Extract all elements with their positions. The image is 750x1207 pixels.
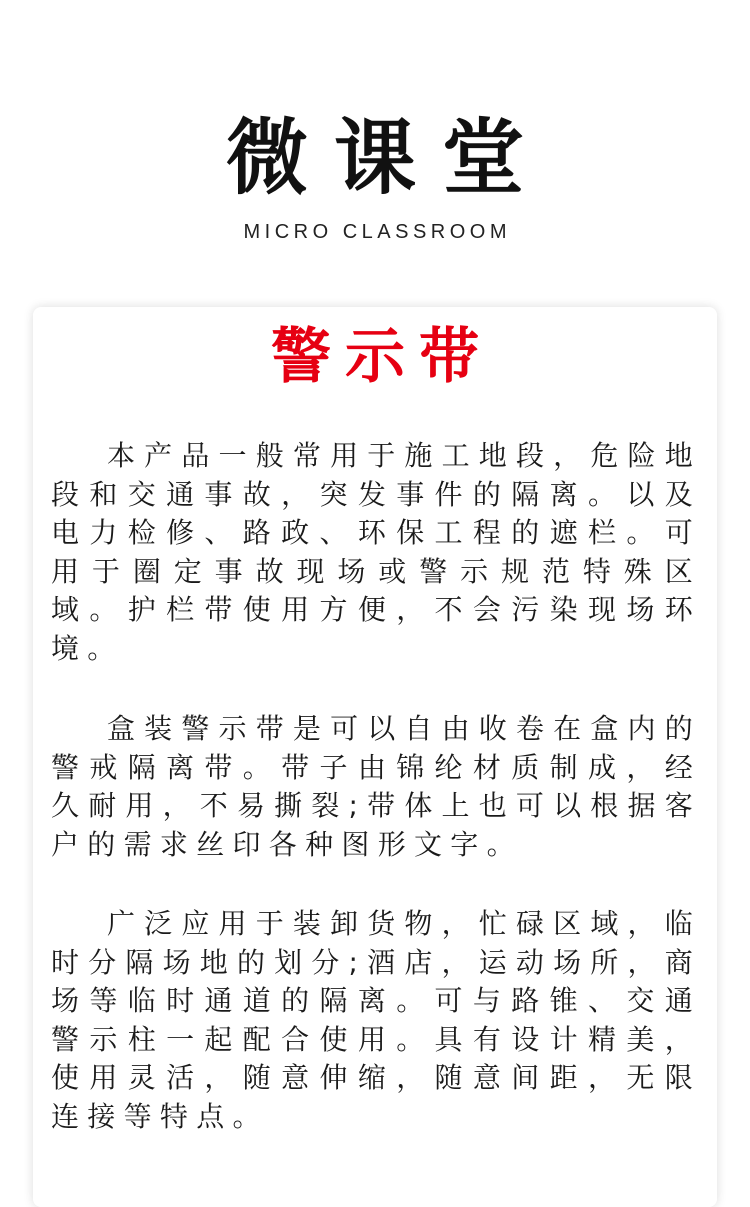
page-subtitle: MICRO CLASSROOM: [243, 221, 512, 243]
paragraph-usage: 本产品一般常用于施工地段，危险地段和交通事故，突发事件的隔离。以及电力检修、路政、环保工程的遮栏。可用于圈定事故现场或警示规范特殊区域。护栏带使用方便，不会污染现场环境。: [51, 439, 701, 665]
header: [0, 0, 750, 300]
paragraph-applications: 广泛应用于装卸货物，忙碌区域，临时分隔场地的划分;酒店，运动场所，商场等临时通道的隔离。可与路锥、交通警示柱一起配合使用。具有设计精美，使用灵活，随意伸缩，随意间距，无限连接等特点。: [51, 907, 701, 1133]
content-card: [33, 307, 717, 1207]
card-title: 警示带: [271, 322, 493, 392]
paragraph-boxed-tape: 盒装警示带是可以自由收卷在盒内的警戒隔离带。带子由锦纶材质制成，经久耐用，不易撕裂;带体上也可以根据客户的需求丝印各种图形文字。: [51, 712, 701, 861]
page-title: 微课堂: [225, 110, 550, 206]
